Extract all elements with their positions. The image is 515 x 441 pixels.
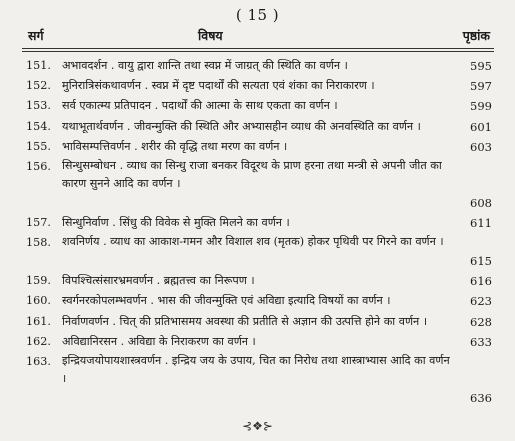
chapter-number: 161. — [26, 314, 51, 328]
list-item — [20, 56, 492, 76]
chapter-number: 151. — [26, 59, 51, 72]
chapter-page: 599 — [470, 99, 492, 114]
chapter-number: 155. — [26, 139, 51, 153]
chapter-number: 163. — [26, 355, 51, 369]
chapter-page: 608 — [470, 195, 492, 210]
list-item — [20, 233, 492, 271]
chapter-page: 603 — [470, 139, 492, 154]
list-item — [20, 332, 492, 352]
chapter-title: भाविसम्पत्तिवर्णन . शरीर की वृद्धि तथा मरण का वर्णन । — [62, 139, 288, 153]
list-item — [20, 96, 492, 116]
chapter-title: अभावदर्शन . वायु द्वारा शान्ति तथा स्वप्न में जाग्रत् की स्थिति का वर्णन । — [62, 59, 348, 72]
chapter-page: 601 — [470, 119, 492, 134]
chapter-title: शवनिर्णय . व्याध का आकाश-गमन और विशाल शव (मृतक) होकर पृथिवी पर गिरने का वर्णन । — [62, 235, 444, 249]
page-number: ( 15 ) — [235, 6, 280, 24]
chapter-page: 628 — [470, 314, 492, 329]
header-rule-double — [22, 51, 494, 52]
chapter-number: 153. — [26, 99, 51, 113]
chapter-number: 159. — [26, 274, 51, 288]
chapter-title: सिन्धुनिर्वाण . सिंधु की विवेक से मुक्ति मिलने का वर्णन । — [62, 216, 290, 230]
chapter-title: यथाभूतार्थवर्णन . जीवन्मुक्ति की स्थिति और अभ्यासहीन व्याध की अनवस्थिति का वर्णन । — [62, 119, 421, 133]
list-item — [20, 312, 492, 332]
flourish-ornament-icon: ⊰❖⊱ — [242, 419, 273, 433]
header-prishthank: पृष्ठांक — [462, 28, 490, 43]
chapter-number: 160. — [26, 294, 51, 308]
chapter-title: स्वर्गनरकोपलम्भवर्णन . भास की जीवन्मुक्ति एवं अविद्या इत्यादि विषयों का वर्णन । — [62, 294, 391, 308]
list-item — [20, 117, 492, 137]
chapter-number: 157. — [26, 216, 51, 230]
list-item — [20, 137, 492, 157]
chapter-title: सिन्धुसम्बोधन . व्याध का सिन्धु राजा बनकर विदूरथ के प्राण हरना तथा मन्त्री से अपनी जीत का कारण सुनने आदि का वर्णन । — [62, 159, 442, 191]
list-item — [20, 291, 492, 311]
chapter-number: 154. — [26, 119, 51, 133]
chapter-title: विपश्चित्संसारभ्रमवर्णन . ब्रह्मतत्त्व का निरूपण । — [62, 274, 255, 288]
header-vishay: विषय — [198, 28, 223, 43]
header-rule — [22, 48, 494, 49]
header-sarg: सर्ग — [28, 28, 44, 43]
chapter-page: 616 — [470, 274, 492, 289]
table-header — [20, 27, 490, 45]
chapter-page: 615 — [470, 254, 492, 269]
chapter-title: इन्द्रियजयोपायशास्त्रवर्णन . इन्द्रिय जय के उपाय, चित का निरोध तथा शास्त्राभ्यास आदि का वर्णन । — [62, 354, 450, 386]
list-item — [20, 271, 492, 291]
chapter-number: 162. — [26, 334, 51, 348]
chapter-page: 611 — [470, 216, 492, 231]
chapter-page: 623 — [470, 294, 492, 309]
chapter-number: 156. — [26, 160, 51, 174]
chapter-number: 158. — [26, 236, 51, 250]
contents-list — [20, 56, 492, 408]
chapter-title: निर्वाणवर्णन . चित् की प्रतिभासमय अवस्था की प्रतीति से अज्ञान की उत्पत्ति होने का वर्णन । — [62, 314, 428, 328]
list-item — [20, 213, 492, 233]
chapter-title: अविद्यानिरसन . अविद्या के निराकरण का वर्णन । — [62, 334, 256, 348]
chapter-title: मुनिरात्रिसंकथावर्णन . स्वप्न में दृष्ट पदार्थों की सत्यता एवं शंका का निराकारण । — [62, 79, 375, 93]
list-item — [20, 76, 492, 96]
chapter-page: 597 — [470, 79, 492, 94]
chapter-number: 152. — [26, 79, 51, 93]
list-item — [20, 157, 492, 213]
chapter-page: 595 — [470, 59, 492, 73]
chapter-page: 636 — [470, 390, 492, 405]
list-item — [20, 352, 492, 408]
chapter-title: सर्व एकात्म्य प्रतिपादन . पदार्थों की आत्मा के साथ एकता का वर्णन । — [62, 99, 338, 113]
chapter-page: 633 — [470, 334, 492, 349]
